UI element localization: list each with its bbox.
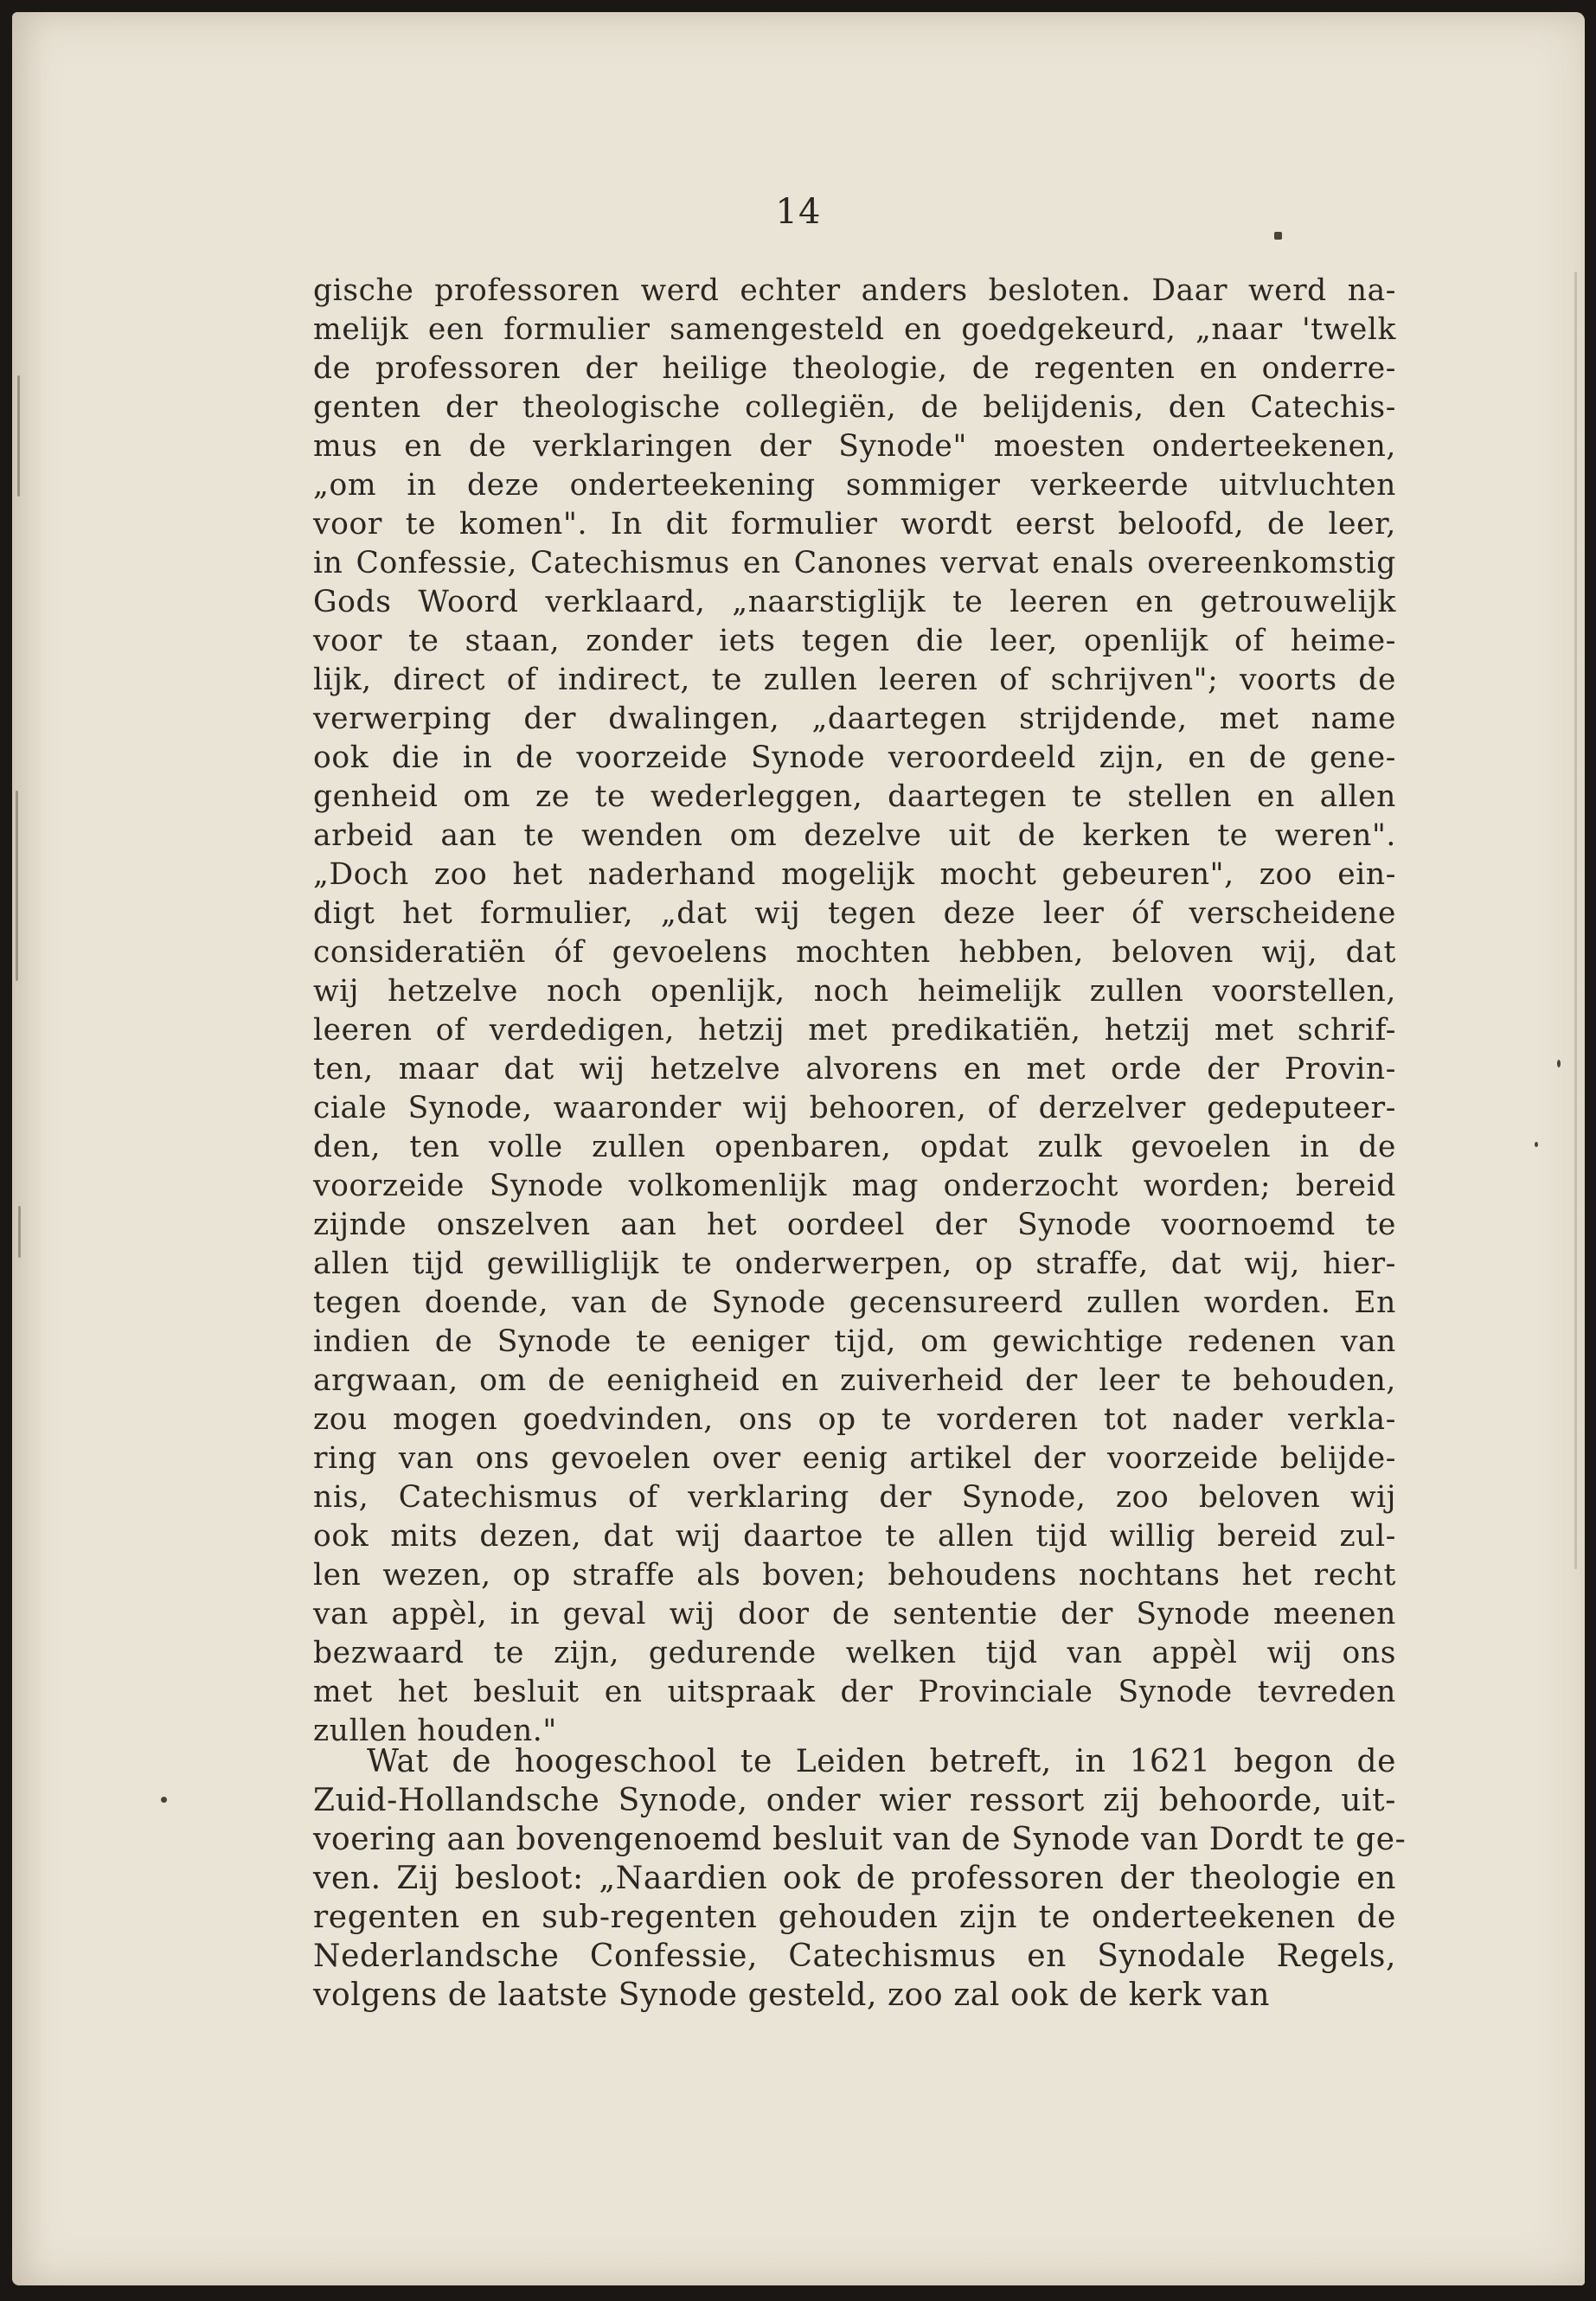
body-paragraph-2 [313, 1742, 1407, 2015]
text-line: Zuid-Hollandsche Synode, onder wier ressort zij behoorde, uit- [313, 1783, 1396, 1818]
text-line: argwaan, om de eenigheid en zuiverheid der leer te behouden, [313, 1363, 1396, 1398]
text-line: Nederlandsche Confessie, Catechismus en Synodale Regels, [313, 1939, 1396, 1974]
text-line: ten, maar dat wij hetzelve alvorens en met orde der Provin- [313, 1052, 1396, 1086]
text-line: zijnde onszelven aan het oordeel der Synode voornoemd te [313, 1208, 1396, 1242]
text-line: verwerping der dwalingen, „daartegen strijdende, met name [313, 702, 1396, 736]
text-line: allen tijd gewilliglijk te onderwerpen, op straffe, dat wij, hier- [313, 1247, 1396, 1281]
left-edge-mark [16, 791, 18, 981]
text-line: nis, Catechismus of verklaring der Synode, zoo beloven wij [313, 1480, 1396, 1515]
ink-speck [1557, 1060, 1561, 1067]
text-line: tegen doende, van de Synode gecensureerd zullen worden. En [313, 1285, 1396, 1320]
text-line: van appèl, in geval wij door de sententie der Synode meenen [313, 1597, 1396, 1631]
text-line: „om in deze onderteekening sommiger verkeerde uitvluchten [313, 468, 1396, 503]
text-line: genheid om ze te wederleggen, daartegen te stellen en allen [313, 779, 1396, 814]
text-line: len wezen, op straffe als boven; behoudens nochtans het recht [313, 1558, 1396, 1593]
text-line: ring van ons gevoelen over eenig artikel der voorzeide belijde- [313, 1441, 1396, 1476]
text-line: melijk een formulier samengesteld en goedgekeurd, „naar 'twelk [313, 312, 1396, 347]
text-line: bezwaard te zijn, gedurende welken tijd van appèl wij ons [313, 1636, 1396, 1670]
text-line: den, ten volle zullen openbaren, opdat zulk gevoelen in de [313, 1130, 1396, 1164]
text-line: gische professoren werd echter anders besloten. Daar werd na- [313, 273, 1396, 308]
text-line: indien de Synode te eeniger tijd, om gewichtige redenen van [313, 1324, 1396, 1359]
right-edge-mark [1574, 272, 1577, 1569]
text-line: zullen houden." [313, 1714, 557, 1748]
text-line: met het besluit en uitspraak der Provinciale Synode tevreden [313, 1675, 1396, 1709]
text-line: voor te staan, zonder iets tegen die leer, openlijk of heime- [313, 624, 1396, 658]
text-line: wij hetzelve noch openlijk, noch heimelijk zullen voorstellen, [313, 974, 1396, 1009]
text-line: „Doch zoo het naderhand mogelijk mocht gebeuren", zoo ein- [313, 857, 1396, 892]
text-line: ook mits dezen, dat wij daartoe te allen tijd willig bereid zul- [313, 1519, 1396, 1554]
ink-speck [161, 1797, 167, 1803]
left-edge-mark [17, 375, 20, 497]
text-line: voor te komen". In dit formulier wordt eerst beloofd, de leer, [313, 507, 1396, 542]
text-line: volgens de laatste Synode gesteld, zoo zal ook de kerk van [313, 1977, 1270, 2013]
text-line: regenten en sub-regenten gehouden zijn te onderteekenen de [313, 1900, 1396, 1935]
text-line: voering aan bovengenoemd besluit van de Synode van Dordt te ge- [313, 1822, 1407, 1857]
text-line: consideratiën óf gevoelens mochten hebben, beloven wij, dat [313, 935, 1396, 970]
text-line: leeren of verdedigen, hetzij met predikatiën, hetzij met schrif- [313, 1013, 1396, 1048]
text-line: zou mogen goedvinden, ons op te vorderen tot nader verkla- [313, 1402, 1396, 1437]
text-line: de professoren der heilige theologie, de regenten en onderre- [313, 351, 1396, 386]
text-line: genten der theologische collegiën, de belijdenis, den Catechis- [313, 390, 1396, 425]
text-line: Gods Woord verklaard, „naarstiglijk te leeren en getrouwelijk [313, 585, 1396, 619]
text-line: ook die in de voorzeide Synode veroordeeld zijn, en de gene- [313, 740, 1396, 775]
text-line: lijk, direct of indirect, te zullen leeren of schrijven"; voorts de [313, 663, 1396, 697]
text-line: arbeid aan te wenden om dezelve uit de kerken te weren". [313, 818, 1396, 853]
ink-speck [1535, 1142, 1538, 1147]
text-line: ciale Synode, waaronder wij behooren, of derzelver gedeputeer- [313, 1091, 1396, 1125]
ink-speck [1274, 232, 1282, 240]
text-line: Wat de hoogeschool te Leiden betreft, in 1621 begon de [367, 1744, 1396, 1779]
left-edge-mark [18, 1206, 21, 1258]
page-number: 14 [775, 192, 822, 232]
text-line: in Confessie, Catechismus en Canones vervat enals overeenkomstig [313, 546, 1396, 580]
book-page [12, 12, 1585, 2285]
text-line: ven. Zij besloot: „Naardien ook de professoren der theologie en [313, 1861, 1396, 1896]
text-line: digt het formulier, „dat wij tegen deze leer óf verscheidene [313, 896, 1396, 931]
text-line: voorzeide Synode volkomenlijk mag onderzocht worden; bereid [313, 1169, 1396, 1203]
text-line: mus en de verklaringen der Synode" moesten onderteekenen, [313, 429, 1396, 464]
body-paragraph-1 [313, 272, 1396, 1751]
